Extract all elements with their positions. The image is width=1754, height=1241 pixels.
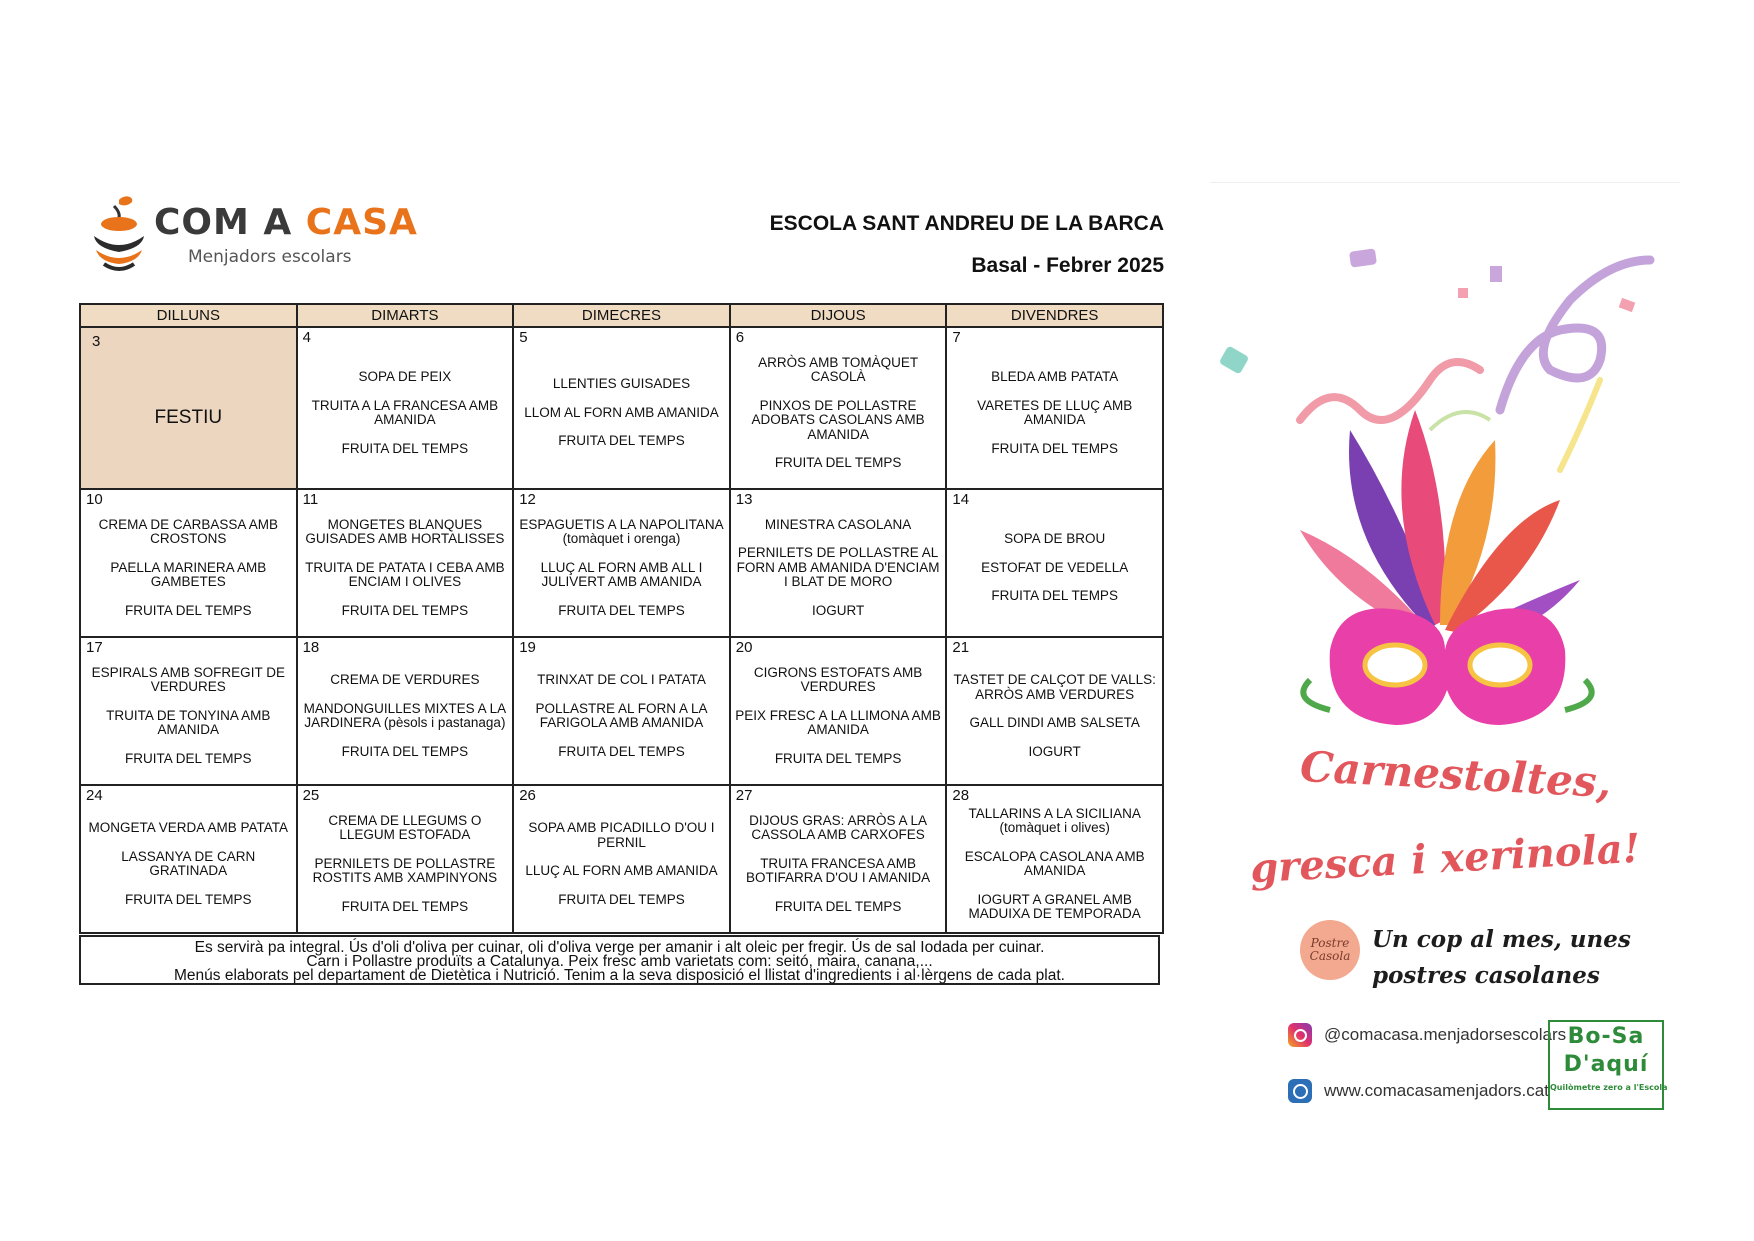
day-cell [513, 327, 730, 489]
weekday-header: DIMECRES [513, 304, 730, 327]
dish: FRUITA DEL TEMPS [341, 440, 469, 456]
day-cell [946, 785, 1163, 933]
day-cell [297, 489, 514, 637]
weekday-header-row [80, 304, 1163, 327]
confetti-icon [1219, 248, 1650, 470]
dish: TRUITA DE PATATA I CEBA AMB ENCIAM I OLIVES [305, 559, 505, 590]
km0-logo [1548, 1020, 1668, 1110]
dish: FRUITA DEL TEMPS [341, 743, 469, 759]
day-number: 18 [302, 639, 320, 656]
footer-note: Menús elaborats pel departament de Dietètica i Nutrició. Tenim a la seva disposició el llistat d'ingredients i al·lèrgens de cada plat. [174, 967, 1065, 984]
dish: ARRÒS AMB TOMÀQUET CASOLÀ [758, 354, 919, 384]
day-number: 27 [735, 787, 753, 804]
day-number: 5 [519, 329, 528, 346]
dish: FRUITA DEL TEMPS [558, 891, 685, 907]
day-cell [513, 489, 730, 637]
carnival-title: Carnestoltes, [1298, 741, 1613, 808]
dish: FRUITA DEL TEMPS [991, 588, 1118, 604]
dish: IOGURT A GRANEL AMB MADUIXA DE TEMPORADA [968, 891, 1141, 921]
dish: MANDONGUILLES MIXTES A LA JARDINERA (pèsols i pastanaga) [303, 700, 507, 730]
weekday-header: DIJOUS [730, 304, 947, 327]
week-row [80, 489, 1163, 637]
day-cell [946, 489, 1163, 637]
dish: ESCALOPA CASOLANA AMB AMANIDA [964, 848, 1145, 878]
day-number: 25 [302, 787, 320, 804]
dish: PERNILETS DE POLLASTRE ROSTITS AMB XAMPINYONS [312, 855, 498, 886]
menu-footer-notes [79, 935, 1160, 985]
dish: PAELLA MARINERA AMB GAMBETES [110, 559, 267, 590]
week-row [80, 327, 1163, 489]
dish: IOGURT [1028, 743, 1081, 759]
badge-line: Casola [1309, 949, 1351, 963]
dish: CREMA DE LLEGUMS O LLEGUM ESTOFADA [328, 812, 482, 843]
dish: MINESTRA CASOLANA [764, 516, 912, 532]
logo-bowl-icon [88, 196, 150, 272]
dish: SOPA DE BROU [1004, 531, 1106, 547]
day-number: 12 [519, 491, 536, 508]
day-number: 3 [92, 333, 101, 350]
weekday-header: DILLUNS [80, 304, 297, 327]
day-number: 17 [86, 639, 103, 656]
day-cell [730, 489, 947, 637]
dish: ESTOFAT DE VEDELLA [981, 559, 1129, 575]
dish: FRUITA DEL TEMPS [558, 433, 685, 449]
carnival-mask-icon [1200, 180, 1670, 760]
dish: FRUITA DEL TEMPS [125, 891, 252, 907]
day-cell [80, 489, 297, 637]
dish: MONGETA VERDA AMB PATATA [88, 820, 289, 835]
instagram-link[interactable] [1288, 1020, 1566, 1050]
dish: PEIX FRESC A LA LLIMONA AMB AMANIDA [735, 707, 941, 738]
dish: SOPA DE PEIX [358, 369, 452, 384]
dish: LLOM AL FORN AMB AMANIDA [524, 404, 719, 420]
day-number: 19 [519, 639, 536, 656]
menu-subtitle: Basal - Febrer 2025 [971, 254, 1164, 277]
dish: FRUITA DEL TEMPS [558, 602, 685, 618]
day-number: 21 [952, 639, 970, 656]
dish: PINXOS DE POLLASTRE ADOBATS CASOLANS AMB AMANIDA [751, 397, 925, 442]
carnival-subtitle: gresca i xerinola! [1249, 824, 1642, 893]
week-row [80, 637, 1163, 785]
day-cell [730, 637, 947, 785]
globe-icon [1288, 1079, 1312, 1103]
instagram-icon [1288, 1023, 1312, 1047]
dish: FRUITA DEL TEMPS [991, 440, 1118, 456]
dish: TRUITA DE TONYINA AMB AMANIDA [106, 707, 271, 738]
contact-links [1288, 1020, 1566, 1132]
menu-table [79, 303, 1164, 934]
day-cell [297, 327, 514, 489]
km0-line: D'aquí [1563, 1052, 1649, 1077]
dish: IOGURT [811, 602, 865, 618]
promo-panel [1200, 180, 1680, 1130]
footer-note: Carn i Pollastre produïts a Catalunya. Peix fresc amb varietats com: seitó, maira, canana,... [306, 953, 933, 970]
dish: VARETES DE LLUÇ AMB AMANIDA [977, 397, 1133, 427]
day-cell [80, 785, 297, 933]
weekday-header: DIMARTS [297, 304, 514, 327]
day-cell [946, 327, 1163, 489]
day-number: 10 [86, 491, 103, 508]
website-link[interactable] [1288, 1076, 1566, 1106]
dish: CREMA DE CARBASSA AMB CROSTONS [98, 516, 278, 547]
day-number: 7 [952, 329, 961, 346]
day-number: 4 [302, 329, 311, 346]
dish: GALL DINDI AMB SALSETA [969, 715, 1140, 730]
day-number: 11 [302, 491, 319, 508]
dish: LASSANYA DE CARN GRATINADA [121, 848, 256, 878]
footer-note: Es servirà pa integral. Ús d'oli d'oliva per cuinar, oli d'oliva verge per amanir i alt oleic per fregir. Ús de sal Iodada per cuinar. [194, 939, 1045, 956]
day-number: 28 [952, 787, 970, 804]
dish: FRUITA DEL TEMPS [125, 602, 252, 618]
feathers-icon [1300, 410, 1580, 642]
dish: TRUITA A LA FRANCESA AMB AMANIDA [311, 397, 499, 427]
dish: ESPAGUETIS A LA NAPOLITANA (tomàquet i orenga) [519, 516, 724, 547]
day-cell [297, 637, 514, 785]
website-url: www.comacasamenjadors.cat [1324, 1081, 1549, 1100]
postre-casola-badge [1300, 920, 1360, 980]
week-row [80, 785, 1163, 933]
holiday-label: FESTIU [154, 407, 223, 428]
brand-tagline: Menjadors escolars [188, 247, 352, 267]
badge-line: Postre [1310, 936, 1350, 950]
dish: TALLARINS A LA SICILIANA (tomàquet i olives) [968, 805, 1141, 835]
dish: FRUITA DEL TEMPS [774, 750, 902, 766]
dish: BLEDA AMB PATATA [991, 369, 1119, 384]
day-cell [513, 637, 730, 785]
day-cell [730, 327, 947, 489]
km0-line: Bo-Sa [1567, 1024, 1645, 1049]
dish: PERNILETS DE POLLASTRE AL FORN AMB AMANIDA D'ENCIAM I BLAT DE MORO [736, 545, 940, 590]
dish: DIJOUS GRAS: ARRÒS A LA CASSOLA AMB CARXOFES [749, 812, 927, 843]
day-cell [513, 785, 730, 933]
dish: FRUITA DEL TEMPS [774, 898, 902, 914]
slogan-line: postres casolanes [1372, 962, 1600, 989]
dish: POLLASTRE AL FORN A LA FARIGOLA AMB AMANIDA [535, 700, 708, 730]
km0-tagline: Quilòmetre zero a l'Escola [1550, 1083, 1668, 1092]
brand-name: COM A CASA [154, 202, 418, 243]
dish: TRINXAT DE COL I PATATA [537, 672, 706, 687]
dish: TASTET DE CALÇOT DE VALLS: ARRÒS AMB VERDURES [953, 672, 1156, 702]
day-number: 6 [735, 329, 745, 346]
day-cell [297, 785, 514, 933]
dish: FRUITA DEL TEMPS [341, 898, 469, 914]
dish: TRUITA FRANCESA AMB BOTIFARRA D'OU I AMANIDA [746, 855, 931, 886]
dish: FRUITA DEL TEMPS [558, 743, 685, 759]
dish: LLUÇ AL FORN AMB ALL I JULIVERT AMB AMANIDA [540, 559, 703, 590]
day-cell-holiday [80, 327, 297, 489]
dish: CREMA DE VERDURES [330, 672, 480, 687]
day-number: 14 [952, 491, 970, 508]
dish: FRUITA DEL TEMPS [125, 750, 252, 766]
dish: ESPIRALS AMB SOFREGIT DE VERDURES [91, 664, 285, 695]
dish: FRUITA DEL TEMPS [774, 455, 902, 470]
day-cell [946, 637, 1163, 785]
day-number: 24 [86, 787, 103, 804]
day-number: 13 [735, 491, 753, 508]
day-number: 20 [735, 639, 753, 656]
dish: CIGRONS ESTOFATS AMB VERDURES [753, 664, 923, 695]
instagram-handle: @comacasa.menjadorsescolars [1324, 1025, 1567, 1044]
dish: FRUITA DEL TEMPS [341, 602, 469, 618]
dish: SOPA AMB PICADILLO D'OU I PERNIL [528, 820, 715, 850]
dish: LLUÇ AL FORN AMB AMANIDA [525, 863, 718, 878]
dish: LLENTIES GUISADES [552, 376, 691, 392]
school-title: ESCOLA SANT ANDREU DE LA BARCA [769, 212, 1164, 235]
day-cell [730, 785, 947, 933]
day-cell [80, 637, 297, 785]
weekday-header: DIVENDRES [946, 304, 1163, 327]
dish: MONGETES BLANQUES GUISADES AMB HORTALISSES [305, 516, 505, 547]
dessert-slogan [1372, 922, 1631, 994]
brand-logo [88, 196, 418, 276]
slogan-line: Un cop al mes, unes [1372, 926, 1631, 953]
day-number: 26 [519, 787, 536, 804]
